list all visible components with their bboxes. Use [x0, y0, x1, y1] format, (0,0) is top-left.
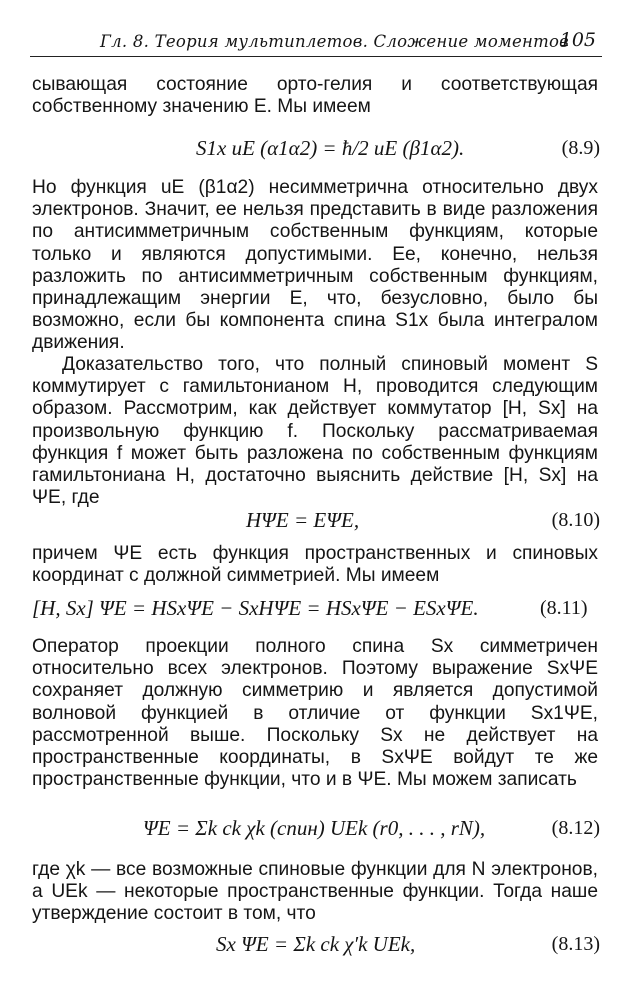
equation-8-13-expr: Sx ΨE = Σk ck χ′k UEk, — [216, 932, 416, 956]
equation-8-10-expr: HΨE = EΨE, — [246, 508, 360, 532]
equation-8-13 — [0, 930, 630, 958]
equation-8-12 — [0, 814, 630, 842]
equation-8-12-expr: ΨE = Σk ck χk (спин) UEk (r0, . . . , rN), — [143, 816, 486, 840]
paragraph-3: Доказательство того, что полный спиновый момент S коммутирует с гамильтонианом H, проводится следующим образом. Рассмотрим, как действует коммутатор [H, Sx] на произвольную функцию f. Поскольку рассматриваемая функция f может быть разложена по собственным функциям гамильтониана H, достаточно выяснить действие [H, Sx] на ΨE, где — [32, 354, 598, 509]
equation-8-11-expr: [H, Sx] ΨE = HSxΨE − SxHΨE = HSxΨE − ESxΨE. — [32, 596, 479, 620]
paragraph-5: Оператор проекции полного спина Sx симметричен относительно всех электронов. Поэтому выражение SxΨE сохраняет должную симметрию и является допустимой волновой функцией в отличие от функции Sx1ΨE, рассмотренной выше. Поскольку Sx не действует на пространственные координаты, в SxΨE войдут те же пространственные функции, что и в ΨE. Мы можем записать — [32, 636, 598, 791]
paragraph-4: причем ΨE есть функция пространственных и спиновых координат с должной симметрией. Мы имеем — [32, 543, 598, 587]
equation-8-10-number: (8.10) — [551, 509, 600, 531]
equation-8-9-expr: S1x uE (α1α2) = ħ/2 uE (β1α2). — [196, 136, 465, 160]
equation-8-9-number: (8.9) — [561, 137, 600, 159]
equation-8-11-number: (8.11) — [540, 597, 588, 619]
paragraph-2: Но функция uE (β1α2) несимметрична относительно двух электронов. Значит, ее нельзя представить в виде разложения по антисимметричным собственным функциям, которые только и являются допустимыми. Ее, конечно, нельзя разложить по антисимметричным собственным функциям, принадлежащим энергии E, что, безусловно, было бы возможно, если бы компонента спина S1x была интегралом движения. — [32, 177, 598, 354]
equation-8-12-number: (8.12) — [551, 817, 600, 839]
equation-8-9 — [0, 134, 630, 162]
paragraph-6: где χk — все возможные спиновые функции для N электронов, а UEk — некоторые пространственные функции. Тогда наше утверждение состоит в том, что — [32, 859, 598, 925]
paragraph-1: сывающая состояние орто-гелия и соответствующая собственному значению E. Мы имеем — [32, 74, 598, 118]
running-head: Гл. 8. Теория мультиплетов. Сложение моментов — [100, 32, 570, 51]
equation-8-13-number: (8.13) — [551, 933, 600, 955]
page-header — [30, 24, 602, 57]
equation-8-11 — [0, 594, 630, 622]
equation-8-10 — [0, 506, 630, 534]
page-number: 105 — [559, 29, 596, 51]
